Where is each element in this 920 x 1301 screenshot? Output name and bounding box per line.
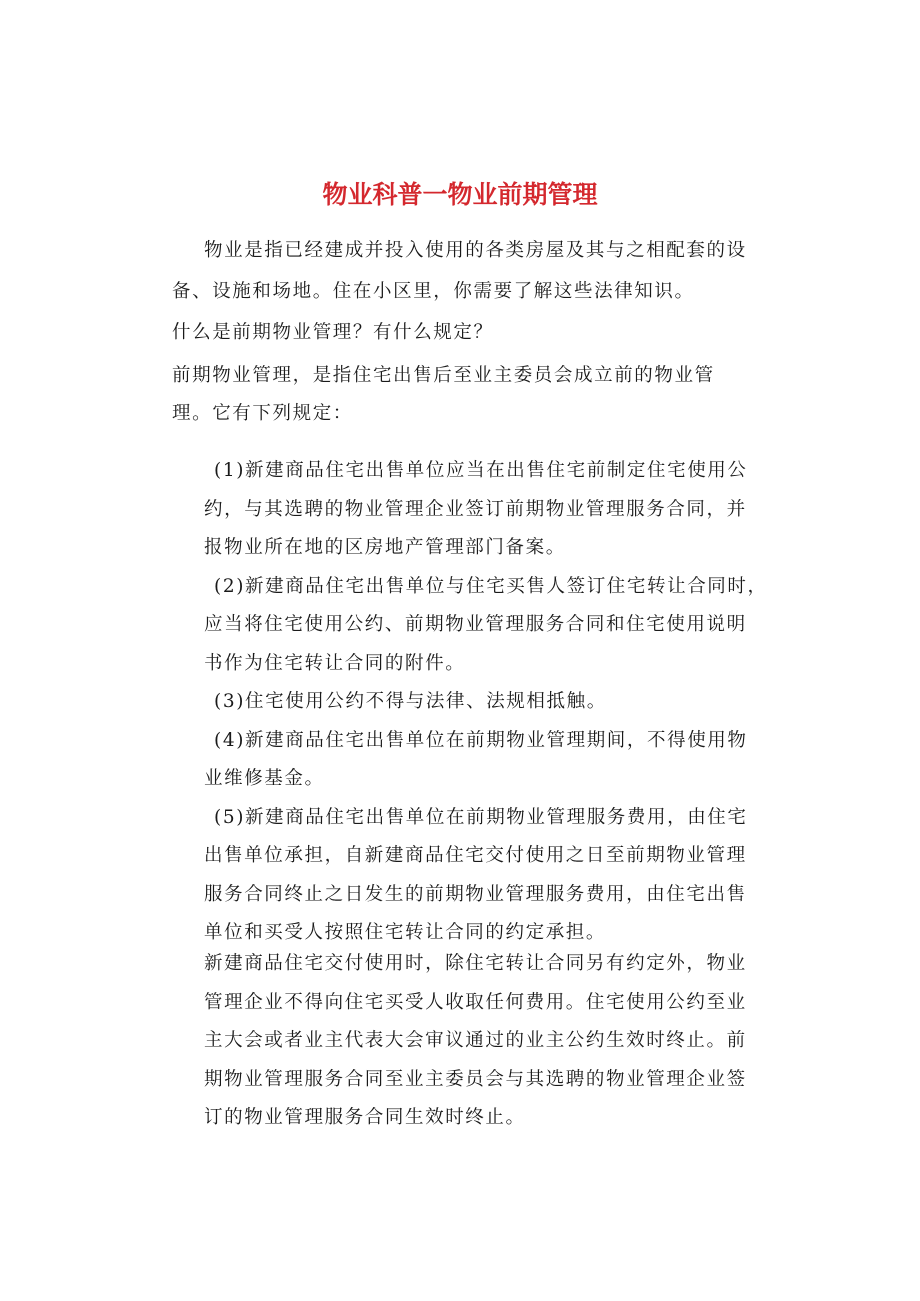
rule-item-4 xyxy=(204,722,784,799)
rules-list xyxy=(204,452,784,953)
rule-item-3 xyxy=(204,683,784,722)
definition-paragraph xyxy=(172,357,772,433)
intro-line: 备、设施和场地。住在小区里，你需要了解这些法律知识。 xyxy=(172,281,695,302)
rule-line: 出售单位承担，自新建商品住宅交付使用之日至前期物业管理 xyxy=(204,845,747,866)
rule-line: 书作为住宅转让合同的附件。 xyxy=(204,652,466,674)
document-title: 物业科普一物业前期管理 xyxy=(322,179,598,209)
intro-paragraph xyxy=(172,230,772,312)
rule-item-5 xyxy=(204,799,784,953)
rule-line: 约，与其选聘的物业管理企业签订前期物业管理服务合同，并 xyxy=(204,498,747,520)
closing-line: 期物业管理服务合同至业主委员会与其选聘的物业管理企业签 xyxy=(204,1068,747,1090)
rule-line: 应当将住宅使用公约、前期物业管理服务合同和住宅使用说明 xyxy=(204,614,747,635)
closing-line: 订的物业管理服务合同生效时终止。 xyxy=(204,1107,526,1128)
intro-line: 物业是指已经建成并投入使用的各类房屋及其与之相配套的设 xyxy=(204,240,747,261)
rule-line: (3)住宅使用公约不得与法律、法规相抵触。 xyxy=(214,691,607,712)
rule-line: (4)新建商品住宅出售单位在前期物业管理期间，不得使用物 xyxy=(214,729,748,751)
closing-line: 管理企业不得向住宅买受人收取任何费用。住宅使用公约至业 xyxy=(204,991,747,1013)
rule-item-1 xyxy=(204,452,784,568)
definition-line: 前期物业管理，是指住宅出售后至业主委员会成立前的物业管 xyxy=(172,365,715,386)
rule-line: (1)新建商品住宅出售单位应当在出售住宅前制定住宅使用公 xyxy=(214,460,748,481)
rule-item-2 xyxy=(204,568,784,684)
closing-paragraph xyxy=(204,945,784,1138)
definition-line: 理。它有下列规定： xyxy=(172,403,353,424)
closing-line: 新建商品住宅交付使用时，除住宅转让合同另有约定外，物业 xyxy=(204,953,747,974)
rule-line: 业维修基金。 xyxy=(204,768,325,789)
closing-line: 主大会或者业主代表大会审议通过的业主公约生效时终止。前 xyxy=(204,1030,747,1051)
rule-line: 服务合同终止之日发生的前期物业管理服务费用，由住宅出售 xyxy=(204,883,747,905)
rule-line: 单位和买受人按照住宅转让合同的约定承担。 xyxy=(204,922,607,943)
rule-line: (2)新建商品住宅出售单位与住宅买售人签订住宅转让合同时， xyxy=(214,575,768,597)
question-heading: 什么是前期物业管理？有什么规定？ xyxy=(172,322,494,343)
rule-line: 报物业所在地的区房地产管理部门备案。 xyxy=(204,537,566,558)
rule-line: (5)新建商品住宅出售单位在前期物业管理服务费用，由住宅 xyxy=(214,806,748,828)
